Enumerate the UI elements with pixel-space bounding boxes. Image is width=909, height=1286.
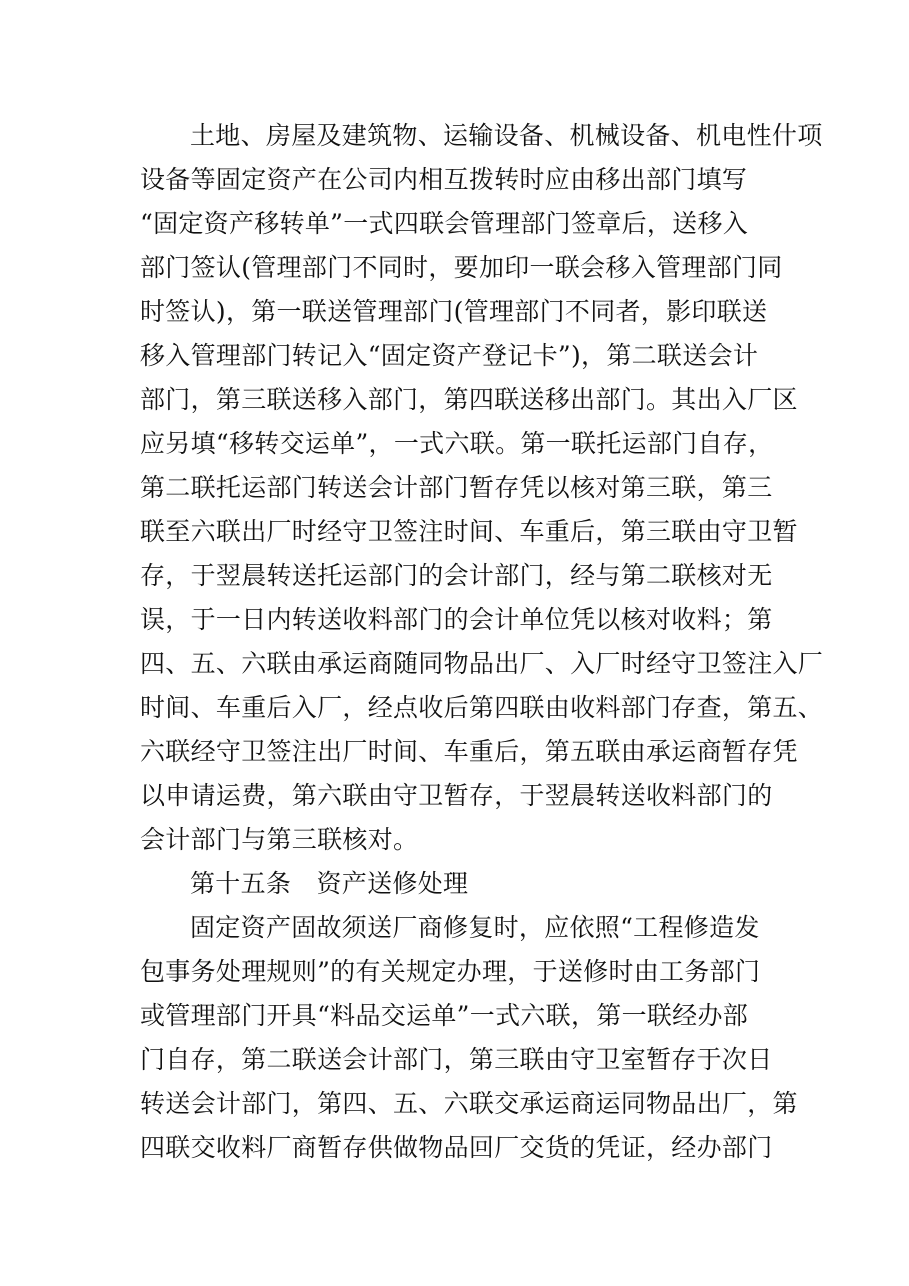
paragraph-2-line: 四联交收料厂商暂存供做物品回厂交货的凭证，经办部门 [140,1133,773,1162]
paragraph-1-line: 六联经守卫签注出厂时间、车重后，第五联由承运商暂存凭 [140,737,798,766]
paragraph-2-line: 转送会计部门，第四、五、六联交承运商运同物品出厂，第 [140,1089,798,1118]
paragraph-1-line: 存，于翌晨转送托运部门的会计部门，经与第二联核对无 [140,561,773,590]
paragraph-1-line: 误，于一日内转送收料部门的会计单位凭以核对收料；第 [140,605,773,634]
paragraph-1-line: 时间、车重后入厂，经点收后第四联由收料部门存查，第五、 [140,693,824,722]
paragraph-1-line: 部门，第三联送移入部门，第四联送移出部门。其出入厂区 [140,385,798,414]
paragraph-1-line: 应另填“移转交运单”，一式六联。第一联托运部门自存， [140,429,774,458]
paragraph-2-line: 或管理部门开具“料品交运单”一式六联，第一联经办部 [140,1001,749,1030]
paragraph-2-line: 包事务处理规则”的有关规定办理，于送修时由工务部门 [140,957,761,986]
paragraph-1-line: “固定资产移转单”一式四联会管理部门签章后，送移入 [140,209,749,238]
paragraph-1-line: 会计部门与第三联核对。 [140,825,419,854]
paragraph-1-line: 联至六联出厂时经守卫签注时间、车重后，第三联由守卫暂 [140,517,798,546]
paragraph-2-line: 门自存，第二联送会计部门，第三联由守卫室暂存于次日 [140,1045,773,1074]
paragraph-1-line: 时签认)，第一联送管理部门(管理部门不同者，影印联送 [140,297,768,326]
paragraph-2-line: 固定资产固故须送厂商修复时，应依照“工程修造发 [190,913,760,942]
section-heading: 第十五条 资产送修处理 [190,869,469,898]
paragraph-1-line: 四、五、六联由承运商随同物品出厂、入厂时经守卫签注入厂 [140,649,824,678]
paragraph-1-line: 以申请运费，第六联由守卫暂存，于翌晨转送收料部门的 [140,781,773,810]
paragraph-1-line: 部门签认(管理部门不同时，要加印一联会移入管理部门同 [140,253,783,282]
paragraph-1-line: 第二联托运部门转送会计部门暂存凭以核对第三联，第三 [140,473,773,502]
paragraph-1-line: 移入管理部门转记入“固定资产登记卡”)，第二联送会计 [140,341,759,370]
paragraph-1-line: 土地、房屋及建筑物、运输设备、机械设备、机电性什项 [190,121,823,150]
paragraph-1-line: 设备等固定资产在公司内相互拨转时应由移出部门填写 [140,165,748,194]
